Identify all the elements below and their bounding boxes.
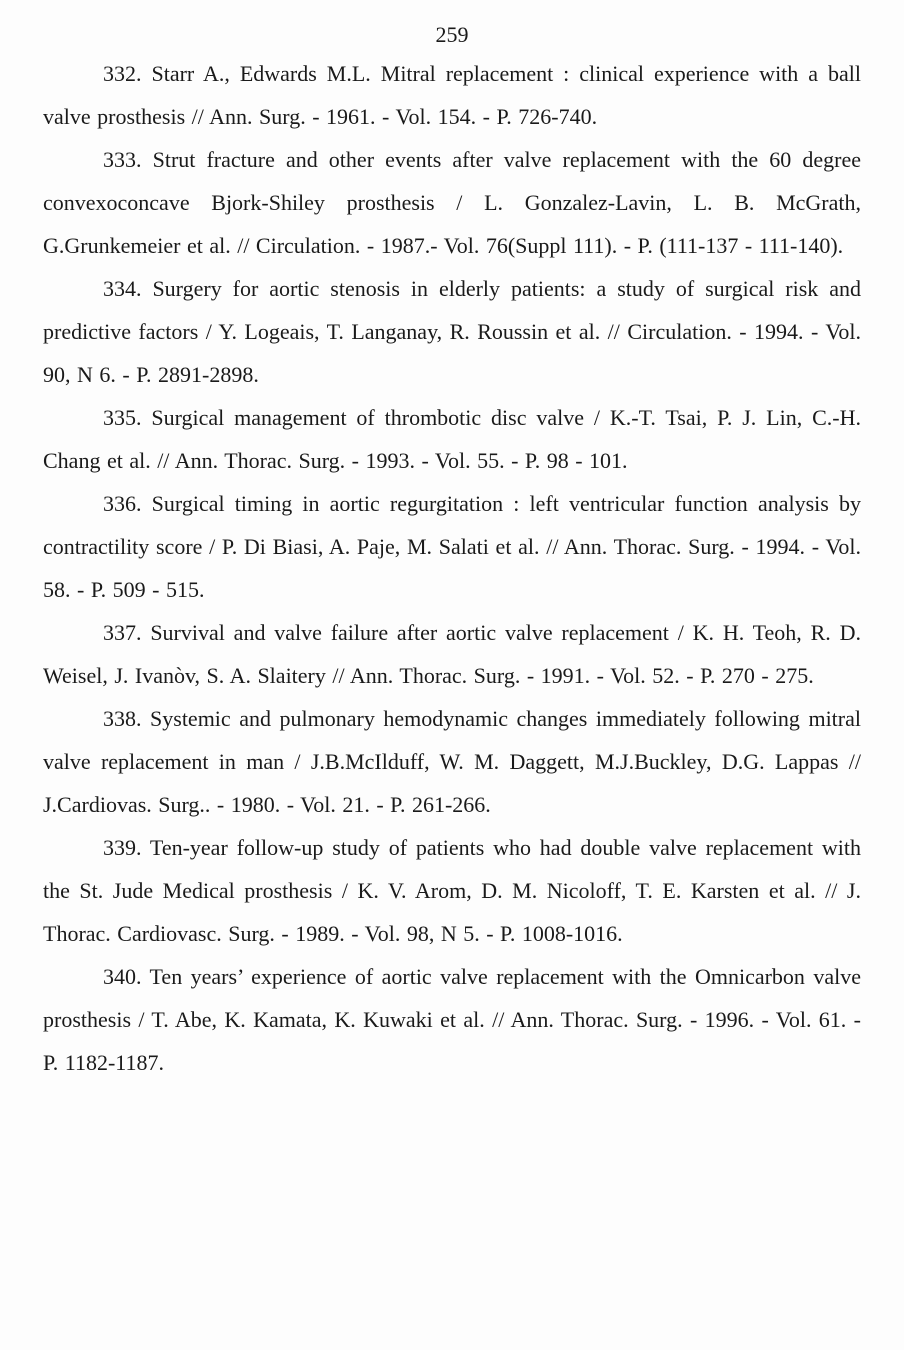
reference-item-339: 339. Ten-year follow-up study of patients who had double valve replacement with the St. Jude Medical prosthesis / K. V. Arom, D. M. Nicoloff, T. E. Karsten et al. // J. Thorac. Cardiovasc. Surg. - 1989. - Vol. 98, N 5. - P. 1008-1016. [43, 835, 861, 946]
reference-item-338: 338. Systemic and pulmonary hemodynamic changes immediately following mitral valve replacement in man / J.B.McIlduff, W. M. Daggett, M.J.Buckley, D.G. Lappas // J.Cardiovas. Surg.. - 1980. - Vol. 21. - P. 261-266. [43, 706, 861, 817]
reference-item-334: 334. Surgery for aortic stenosis in elderly patients: a study of surgical risk and predictive factors / Y. Logeais, T. Langanay, R. Roussin et al. // Circulation. - 1994. - Vol. 90, N 6. - P. 2891-2898. [43, 276, 861, 387]
reference-list [43, 52, 861, 1084]
reference-item-337: 337. Survival and valve failure after aortic valve replacement / K. H. Teoh, R. D. Weisel, J. Ivanòv, S. A. Slaitery // Ann. Thorac. Surg. - 1991. - Vol. 52. - P. 270 - 275. [43, 620, 861, 688]
reference-item-336: 336. Surgical timing in aortic regurgitation : left ventricular function analysis by contractility score / P. Di Biasi, A. Paje, M. Salati et al. // Ann. Thorac. Surg. - 1994. - Vol. 58. - P. 509 - 515. [43, 491, 861, 602]
reference-item-335: 335. Surgical management of thrombotic disc valve / K.-T. Tsai, P. J. Lin, C.-H. Chang et al. // Ann. Thorac. Surg. - 1993. - Vol. 55. - P. 98 - 101. [43, 405, 861, 473]
reference-item-333: 333. Strut fracture and other events after valve replacement with the 60 degree convexoconcave Bjork-Shiley prosthesis / L. Gonzalez-Lavin, L. B. McGrath, G.Grunkemeier et al. // Circulation. - 1987.- Vol. 76(Suppl 111). - P. (111-137 - 111-140). [43, 147, 861, 258]
page-number: 259 [435, 22, 469, 47]
reference-item-340: 340. Ten years’ experience of aortic valve replacement with the Omnicarbon valve prosthesis / T. Abe, K. Kamata, K. Kuwaki et al. // Ann. Thorac. Surg. - 1996. - Vol. 61. - P. 1182-1187. [43, 964, 861, 1075]
reference-item-332: 332. Starr A., Edwards M.L. Mitral replacement : clinical experience with a ball valve prosthesis // Ann. Surg. - 1961. - Vol. 154. - P. 726-740. [43, 61, 861, 129]
